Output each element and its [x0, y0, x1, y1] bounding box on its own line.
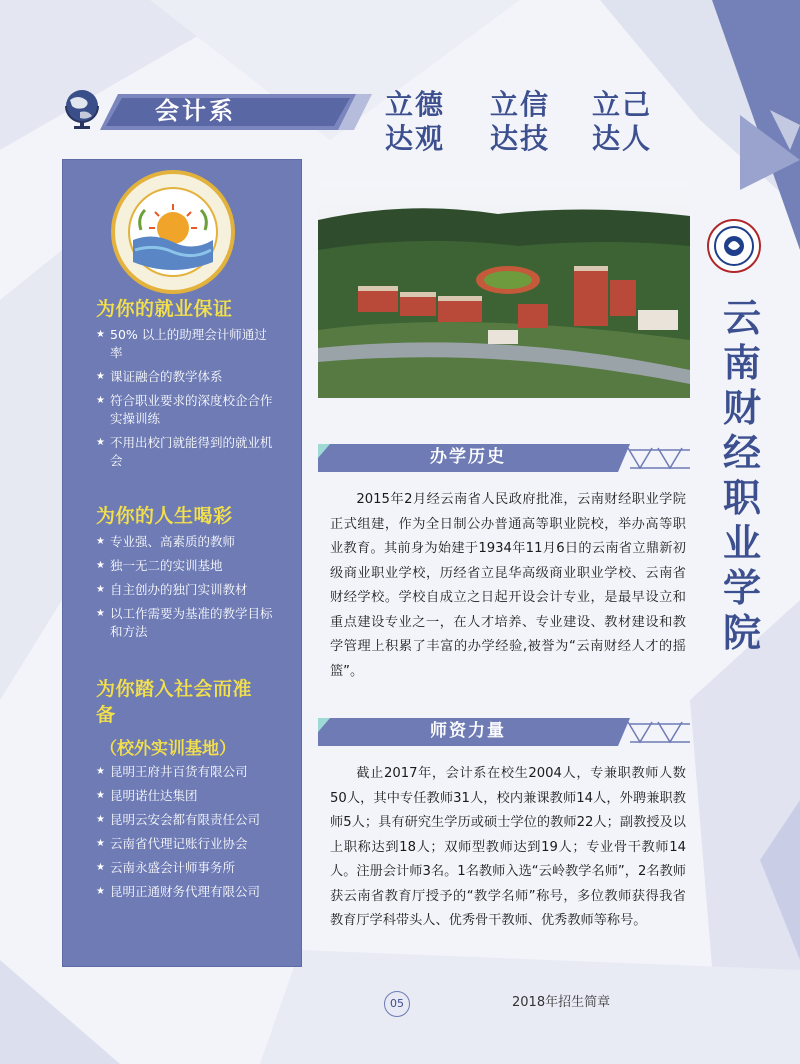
list-item: ★ 昆明诺仕达集团	[96, 787, 296, 805]
list-item: ★ 以工作需要为基准的教学目标和方法	[96, 605, 280, 641]
section-subtitle: （校外实训基地）	[100, 739, 236, 759]
list-item: ★ 50% 以上的助理会计师通过率	[96, 326, 275, 362]
list-item: ★ 专业强、高素质的教师	[96, 533, 296, 551]
school-name-char: 经	[722, 430, 761, 475]
globe-icon	[60, 86, 104, 130]
school-name-char: 财	[722, 385, 761, 430]
list-item: ★ 云南永盛会计师事务所	[96, 859, 296, 877]
college-seal-icon	[706, 218, 762, 274]
list-item: ★ 不用出校门就能得到的就业机会	[96, 434, 280, 470]
motto-text: 达观	[385, 122, 446, 155]
motto-column-1	[385, 88, 445, 156]
motto-text: 达技	[490, 122, 551, 155]
campus-aerial-image	[318, 180, 690, 398]
motto-text: 立己	[592, 88, 653, 121]
section-life	[96, 503, 296, 647]
school-name-char: 云	[722, 295, 761, 340]
faculty-heading-bar	[318, 716, 690, 748]
section-society	[96, 676, 296, 907]
faculty-heading: 师资力量	[430, 721, 506, 741]
list-item: ★ 符合职业要求的深度校企合作实操训练	[96, 392, 280, 428]
history-text: 2015年2月经云南省人民政府批准，云南财经职业学院正式组建，作为全日制公办普通高等职业院校，举办高等职业教育。其前身为始建于1934年11月6日的云南省立鼎新初级商业职业学校，历经省立昆华高级商业职业学校、云南省财经学校。学校自成立之日起开设会计专业，是最早设立和重点建设专业之一，在人才培养、专业建设、教材建设和教学管理上积累了丰富的办学经验,被誉为“云南财经人才的摇篮”。	[330, 492, 686, 679]
section-title: 为你踏入社会而准备	[96, 678, 253, 726]
motto-text: 立信	[490, 88, 551, 121]
school-name-char: 学	[722, 565, 761, 610]
school-name-char: 业	[722, 520, 761, 565]
section-title: 为你的人生喝彩	[96, 505, 233, 527]
footer-title: 2018年招生简章	[512, 995, 611, 1010]
school-name-vertical	[718, 295, 766, 655]
department-logo	[111, 170, 235, 294]
list-item: ★ 云南省代理记账行业协会	[96, 835, 296, 853]
list-item: ★ 独一无二的实训基地	[96, 557, 296, 575]
list-item: ★ 昆明云安会都有限责任公司	[96, 811, 280, 829]
section-title: 为你的就业保证	[96, 298, 233, 320]
department-title: 会计系	[155, 97, 236, 125]
motto-text: 达人	[592, 122, 653, 155]
school-name-char: 南	[722, 340, 761, 385]
faculty-text: 截止2017年，会计系在校生2004人，专兼职教师人数50人，其中专任教师31人，校内兼课教师14人，外聘兼职教师5人；具有研究生学历或硕士学位的教师22人；副教授及以上职称达到18人；双师型教师达到19人；专业骨干教师14人。注册会计师3名。1名教师入选“云岭教学名师”，2名教师获云南省教育厅授予的“教学名师”称号，多位教师获得我省教育厅学科带头人、优秀骨干教师、优秀教师等称号。	[330, 766, 686, 928]
list-item: ★ 昆明正通财务代理有限公司	[96, 883, 280, 901]
list-item: ★ 自主创办的独门实训教材	[96, 581, 296, 599]
history-heading-bar	[318, 442, 690, 474]
motto-column-2	[490, 88, 550, 156]
school-name-char: 院	[722, 610, 761, 655]
motto-text: 立德	[385, 88, 446, 121]
motto-column-3	[592, 88, 652, 156]
section-employment	[96, 296, 296, 476]
school-name-char: 职	[722, 475, 761, 520]
page-number: 05	[384, 991, 410, 1017]
list-item: ★ 课证融合的教学体系	[96, 368, 296, 386]
history-heading: 办学历史	[430, 447, 506, 467]
list-item: ★ 昆明王府井百货有限公司	[96, 763, 296, 781]
